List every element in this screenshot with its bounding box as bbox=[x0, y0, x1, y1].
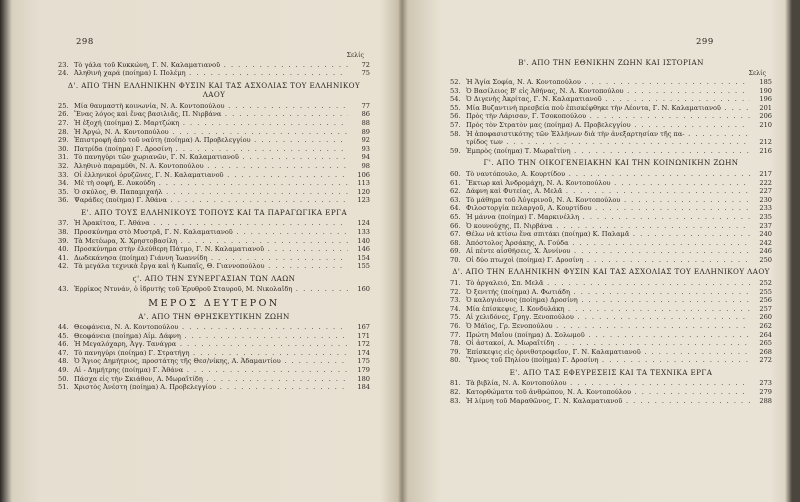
section-heading: Δ'. ΑΠΟ ΤΗΝ ΕΛΛΗΝΙΚΗΝ ΦΥΣΙΝ ΚΑΙ ΤΑΣ ΑΣΧΟΛΙΑΣ ΤΟΥ ΕΛΛΗΝΙΚΟΥ ΛΑΟΥ bbox=[452, 267, 770, 277]
toc-entry bbox=[58, 69, 370, 78]
toc-entry bbox=[58, 153, 370, 162]
entry-number: 70. bbox=[450, 255, 461, 264]
entry-number: 71. bbox=[450, 278, 461, 287]
entry-page: 217 bbox=[759, 169, 772, 178]
entry-number: 45. bbox=[58, 331, 69, 340]
entry-number: 61. bbox=[450, 178, 461, 187]
entry-number: 25. bbox=[58, 101, 69, 110]
entry-title: Ἡ μάννα (ποίημα) Γ. Μαρκινέλλη . . . bbox=[466, 213, 750, 222]
entry-title: Οἱ ἀστακοί, Α. Μωραΐτίδη . . . bbox=[466, 339, 750, 348]
entry-title: Ἡ Ἀρακίτσα, Γ. Ἀθάνα . . . bbox=[74, 219, 348, 228]
toc-entry bbox=[450, 179, 772, 188]
entry-page: 86 bbox=[361, 110, 370, 119]
entry-page: 268 bbox=[759, 347, 772, 356]
toc-entry bbox=[450, 104, 772, 113]
toc-entry bbox=[450, 204, 772, 213]
toc-entry bbox=[450, 247, 772, 256]
toc-content bbox=[450, 55, 772, 405]
entry-page: 98 bbox=[361, 161, 370, 170]
entry-number: 58. bbox=[450, 129, 461, 138]
entry-number: 80. bbox=[450, 356, 461, 365]
toc-entry bbox=[58, 188, 370, 197]
entry-number: 62. bbox=[450, 187, 461, 196]
entry-number: 76. bbox=[450, 321, 461, 330]
left-page bbox=[28, 0, 370, 502]
toc-entry bbox=[450, 256, 772, 265]
entry-page: 196 bbox=[759, 95, 772, 104]
entry-title: Πρὸς τὴν Λάρισαν, Γ. Τσοκοπούλου . . . bbox=[466, 112, 750, 121]
entry-title: Πατρίδα (ποίημα) Γ. Δροσίνη . . . bbox=[74, 145, 348, 154]
section-heading: ϛ'. ΑΠΟ ΤΗΝ ΣΥΝΕΡΓΑΣΙΑΝ ΤΩΝ ΛΑΩΝ bbox=[132, 273, 296, 283]
entry-number: 31. bbox=[58, 153, 69, 162]
toc-entry bbox=[450, 87, 772, 96]
entry-page: 260 bbox=[759, 313, 772, 322]
entry-page: 94 bbox=[361, 153, 370, 162]
toc-entry bbox=[58, 179, 370, 188]
entry-number: 83. bbox=[450, 396, 461, 405]
entry-number: 33. bbox=[58, 170, 69, 179]
entry-title: Ψαράδες (ποίημα) Γ. Ἀθάνα . . . bbox=[74, 196, 348, 205]
entry-number: 49. bbox=[58, 366, 69, 375]
entry-number: 41. bbox=[58, 253, 69, 262]
entry-title: Ὁ καλογιάννος (ποίημα) Δροσίνη . . . bbox=[466, 296, 750, 305]
entry-page: 257 bbox=[759, 304, 772, 313]
toc-entry bbox=[58, 145, 370, 154]
entry-title: Ὕμνος τοῦ Πηλίου (ποίημα) Γ. Δροσίνη . . . bbox=[466, 356, 750, 365]
entry-number: 79. bbox=[450, 347, 461, 356]
entry-title: Θεοφάνεια, Ν. Α. Κοντοπούλου . . . bbox=[74, 323, 348, 332]
entry-number: 39. bbox=[58, 236, 69, 245]
entry-number: 44. bbox=[58, 323, 69, 332]
page-number: 299 bbox=[696, 37, 714, 47]
toc-content bbox=[58, 52, 370, 392]
entry-page: 133 bbox=[357, 228, 370, 236]
toc-entry bbox=[58, 340, 370, 349]
entry-page: 154 bbox=[357, 253, 370, 262]
entry-number: 81. bbox=[450, 379, 461, 388]
entry-page: 216 bbox=[759, 146, 772, 155]
entry-page: 242 bbox=[759, 238, 772, 247]
entry-page: 273 bbox=[759, 379, 772, 388]
entry-title: Τὰ βιβλία, Ν. Α. Κοντοπούλου . . . bbox=[466, 379, 750, 388]
entry-number: 56. bbox=[450, 112, 461, 121]
toc-entry bbox=[58, 61, 370, 70]
toc-entry bbox=[450, 112, 772, 121]
entry-title: Δάφνη καὶ Φυτείας, Α. Μελᾶ . . . bbox=[466, 187, 750, 196]
entry-number: 26. bbox=[58, 110, 69, 119]
page-number: 298 bbox=[76, 37, 94, 47]
toc-entry bbox=[58, 357, 370, 366]
section-heading: Β'. ΑΠΟ ΤΗΝ ΕΘΝΙΚΗΝ ΖΩΗΝ ΚΑΙ ΙΣΤΟΡΙΑΝ bbox=[518, 58, 704, 67]
entry-title: τρίδος των . . . bbox=[466, 138, 750, 147]
toc-entry bbox=[450, 322, 772, 331]
entry-number: 29. bbox=[58, 136, 69, 145]
entry-title: Θεοφάνεια (ποίημα) Αἰμ. Δάφνη . . . bbox=[74, 332, 348, 341]
entry-number: 35. bbox=[58, 187, 69, 196]
entry-title: Πρώτη Μαΐου (ποίημα) Δ. Σολωμοῦ . . . bbox=[466, 331, 750, 340]
entry-page: 262 bbox=[759, 321, 772, 330]
entry-number: 28. bbox=[58, 127, 69, 136]
entry-title: Ἐρρίκος Ντυνάν, ὁ ἱδρυτὴς τοῦ Ἐρυθροῦ Σταυροῦ, Μ. Νικολαΐδη . . . bbox=[74, 285, 348, 294]
entry-page: 140 bbox=[357, 236, 370, 245]
entry-page: 264 bbox=[759, 330, 772, 339]
entry-number: 66. bbox=[450, 221, 461, 230]
entry-page: 190 bbox=[759, 86, 772, 95]
toc-entry bbox=[58, 136, 370, 145]
entry-page: 72 bbox=[361, 60, 370, 69]
toc-entry bbox=[450, 279, 772, 288]
entry-number: 54. bbox=[450, 95, 461, 104]
entry-title: Ὁ Μάϊος, Γρ. Ξενοπούλου . . . bbox=[466, 322, 750, 331]
entry-title: Πρὸς τὸν Στρατὸν μας (ποίημα) Α. Προβελεγγίου . . . bbox=[466, 121, 750, 130]
toc-entry bbox=[58, 254, 370, 263]
toc-entry bbox=[450, 130, 772, 139]
entry-title: Τὸ ναυτόπουλο, Α. Κουρτίδου . . . bbox=[466, 170, 750, 179]
toc-entry bbox=[58, 162, 370, 171]
toc-entry bbox=[58, 349, 370, 358]
entry-title: Ὁ ξενιτής (ποίημα) Α. Φωτιάδη . . . bbox=[466, 288, 750, 297]
entry-page: 230 bbox=[759, 195, 772, 204]
section-heading: Γ'. ΑΠΟ ΤΗΝ ΟΙΚΟΓΕΝΕΙΑΚΗΝ ΚΑΙ ΤΗΝ ΚΟΙΝΩΝΙΚΗΝ ΖΩΗΝ bbox=[483, 158, 739, 168]
toc-entry bbox=[58, 110, 370, 119]
toc-entry bbox=[450, 397, 772, 406]
entry-page: 201 bbox=[759, 103, 772, 112]
entry-title: Ὁ κουνούχης, Π. Νιρβάνα . . . bbox=[466, 222, 750, 231]
entry-title: Ἡ Μεγαλόχαρη, Ἀγγ. Τανάγρα . . . bbox=[74, 340, 348, 349]
entry-page: 75 bbox=[361, 69, 370, 78]
entry-title: Προσκύνημα στὴν ἐλεύθερη Πάτμο, Γ. Ν. Καλαματιανοῦ . . . bbox=[74, 245, 348, 254]
entry-page: 155 bbox=[357, 262, 370, 271]
toc-entry bbox=[450, 95, 772, 104]
entry-page: 77 bbox=[361, 101, 370, 110]
toc-entry bbox=[450, 313, 772, 322]
entry-number: 64. bbox=[450, 204, 461, 213]
toc-entry bbox=[58, 119, 370, 128]
toc-entry bbox=[450, 187, 772, 196]
entry-number: 30. bbox=[58, 144, 69, 153]
toc-entry bbox=[58, 383, 370, 392]
entry-number: 69. bbox=[450, 247, 461, 256]
toc-entry bbox=[450, 348, 772, 357]
entry-page: 184 bbox=[357, 383, 370, 392]
toc-entry bbox=[58, 219, 370, 228]
entry-page: 256 bbox=[759, 296, 772, 305]
entry-page: 172 bbox=[357, 340, 370, 349]
entry-number: 51. bbox=[58, 383, 69, 392]
entry-title: Ἀληθινὸ παραμύθι, Ν. Α. Κοντοπούλου . . . bbox=[74, 162, 348, 171]
entry-page: 93 bbox=[361, 144, 370, 153]
entry-title: Μία θαυμαστὴ κοινωνία, Ν. Α. Κοντοπούλου . . . bbox=[74, 102, 348, 111]
entry-page: 124 bbox=[357, 219, 370, 228]
entry-page: 252 bbox=[759, 278, 772, 287]
toc-entry bbox=[450, 147, 772, 156]
entry-page: 160 bbox=[357, 285, 370, 294]
toc-entry bbox=[58, 375, 370, 384]
entry-page: 167 bbox=[357, 323, 370, 332]
toc-entry bbox=[450, 213, 772, 222]
entry-title: Τὰ Μετέωρα, Χ. Χρηστοβασίλη . . . bbox=[74, 237, 348, 246]
entry-title: Αἱ - Δημήτρης (ποίημα) Γ. Ἀθάνα . . . bbox=[74, 366, 348, 375]
toc-entry bbox=[450, 121, 772, 130]
entry-number: 23. bbox=[58, 60, 69, 69]
entry-title: Αἱ χελιδόνες, Γρηγ. Ξενοπούλου . . . bbox=[466, 313, 750, 322]
entry-number: 38. bbox=[58, 228, 69, 236]
entry-page: 235 bbox=[759, 212, 772, 221]
toc-entry bbox=[58, 128, 370, 137]
entry-number: 57. bbox=[450, 121, 461, 130]
entry-title: Μία ἐπίσκεψις, Ι. Κονδυλάκη . . . bbox=[466, 305, 750, 314]
entry-page: 171 bbox=[357, 331, 370, 340]
entry-title: Ἐπιστροφὴ ἀπὸ τοῦ ναύτη (ποίημα) Α. Προβελεγγίου . . . bbox=[74, 136, 348, 145]
toc-entry bbox=[58, 245, 370, 254]
entry-page: 180 bbox=[357, 374, 370, 383]
entry-number bbox=[450, 138, 466, 147]
entry-number: 24. bbox=[58, 69, 69, 78]
entry-title: Θέλω νὰ κτίσω ἕνα σπιτάκι (ποίημα) Κ. Παλαμᾶ . . . bbox=[466, 230, 750, 239]
entry-number: 40. bbox=[58, 245, 69, 254]
toc-entry bbox=[450, 339, 772, 348]
entry-title: Οἱ δύο πτωχοὶ (ποίημα) Γ. Δροσίνη . . . bbox=[466, 256, 750, 265]
column-label: Σελίς bbox=[346, 52, 364, 59]
entry-title: Ἡ Ἀργώ, Ν. Α. Κοντοπούλου . . . bbox=[74, 128, 348, 137]
right-page bbox=[438, 0, 772, 502]
entry-title: Ἐμπρὸς (ποίημα) Τ. Μωραΐτίνη . . . bbox=[466, 147, 750, 156]
entry-page: 106 bbox=[357, 170, 370, 179]
entry-title: Τὸ μάθημα τοῦ Ἀὐγερινοῦ, Ν. Α. Κοντοπούλου . . . bbox=[466, 196, 750, 205]
entry-page: 113 bbox=[357, 179, 370, 188]
section-heading: Δ'. ΑΠΟ ΤΗΝ ΕΛΛΗΝΙΚΗΝ ΦΥΣΙΝ ΚΑΙ ΤΑΣ ΑΣΧΟΛΙΑΣ ΤΟΥ ΕΛΛΗΝΙΚΟΥ ΛΑΟΥ bbox=[67, 80, 361, 100]
entry-number: 32. bbox=[58, 161, 69, 170]
entry-title: Ἀπόστολος Ἀρσάκης, Α. Γούδα . . . bbox=[466, 239, 750, 248]
entry-page: 240 bbox=[759, 230, 772, 239]
entry-title: Προσκύνημα στὸ Μυστρᾶ, Γ. Ν. Καλαματιανοῦ . . . bbox=[74, 228, 348, 237]
entry-number: 74. bbox=[450, 304, 461, 313]
entry-title: Φιλοστοργία πελαργοῦ, Α. Κουρτίδου . . . bbox=[466, 204, 750, 213]
entry-title: Μὲ τὴ σοφή, Ε. Λυκούδη . . . bbox=[74, 179, 348, 188]
toc-entry bbox=[450, 305, 772, 314]
entry-page: 222 bbox=[759, 178, 772, 187]
entry-title: Ὁ Ἅγιος Δημήτριος, προστάτης τῆς Θεσ/νίκης, Α. Ἀδαμαντίου . . . bbox=[74, 357, 348, 366]
toc-entry bbox=[450, 296, 772, 305]
entry-page: 210 bbox=[759, 121, 772, 130]
entry-title: Ἡ λίμνη τοῦ Μαραθῶνος, Γ. Ν. Καλαματιανοῦ . . . bbox=[466, 397, 750, 406]
entry-title: Τὰ μεγάλα τεχνικὰ ἔργα καὶ ἡ Κωπαΐς, Θ. Γιαννοπούλου . . . bbox=[74, 262, 348, 271]
toc-entry bbox=[450, 288, 772, 297]
section-heading: ΜΕΡΟΣ ΔΕΥΤΕΡΟΝ bbox=[148, 298, 280, 310]
entry-title: Ὁ σκύλος, Θ. Παπαμιχαήλ . . . bbox=[74, 188, 348, 197]
entry-title: Ἡ ἀποφασιστικότης τῶν Ἑλλήνων διὰ τὴν ἀνεξαρτησίαν τῆς πα- . . . bbox=[466, 130, 750, 139]
entry-page: 120 bbox=[357, 187, 370, 196]
entry-number: 60. bbox=[450, 169, 461, 178]
entry-number: 75. bbox=[450, 313, 461, 322]
entry-page: 89 bbox=[361, 127, 370, 136]
entry-number: 82. bbox=[450, 388, 461, 396]
entry-title: Τὸ πανηγύρι (ποίημα) Γ. Στρατήγη . . . bbox=[74, 349, 348, 358]
entry-number: 47. bbox=[58, 348, 69, 357]
entry-title: Κατορθώματα τοῦ ἀνθρώπου, Ν. Α. Κοντοπούλου . . . bbox=[466, 388, 750, 397]
toc-entry bbox=[450, 331, 772, 340]
entry-page bbox=[750, 130, 772, 139]
toc-entry bbox=[58, 366, 370, 375]
toc-entry bbox=[58, 332, 370, 341]
toc-entry bbox=[58, 237, 370, 246]
entry-number: 34. bbox=[58, 179, 69, 188]
entry-number: 78. bbox=[450, 339, 461, 348]
entry-number: 27. bbox=[58, 118, 69, 127]
entry-title: Ἀληθινὴ χαρά (ποίημα) Ι. Πολέμη . . . bbox=[74, 69, 348, 78]
entry-page: 255 bbox=[759, 287, 772, 296]
entry-title: Τὸ ἀργαλειό, Σπ. Μελᾶ . . . bbox=[466, 279, 750, 288]
entry-title: Ἡ ἐξοχή (ποίημα) Σ. Μαρτζώκη . . . bbox=[74, 119, 348, 128]
toc-entry bbox=[58, 171, 370, 180]
entry-number: 63. bbox=[450, 195, 461, 204]
toc-entry bbox=[450, 356, 772, 365]
entry-title: Ὁ Βασίλειος Β' εἰς Ἀθήνας, Ν. Α. Κοντοπούλου . . . bbox=[466, 87, 750, 96]
toc-entry bbox=[450, 222, 772, 231]
toc-entry-continuation bbox=[450, 138, 772, 147]
entry-number: 52. bbox=[450, 78, 461, 87]
entry-number: 67. bbox=[450, 230, 461, 239]
entry-number: 68. bbox=[450, 238, 461, 247]
entry-title: Αἱ πέντε αἰσθήσεις, Χ. Ἀννίνου . . . bbox=[466, 247, 750, 256]
toc-entry bbox=[450, 170, 772, 179]
entry-title: Οἱ ἑλληνικοὶ ὀρυζῶνες, Γ. Ν. Καλαματιανοῦ . . . bbox=[74, 171, 348, 180]
entry-page: 212 bbox=[759, 138, 772, 147]
entry-page: 265 bbox=[759, 339, 772, 348]
entry-page: 227 bbox=[759, 187, 772, 196]
entry-title: Πάσχα εἰς τὴν Σκιάθον, Α. Μωραΐτίδη . . . bbox=[74, 375, 348, 384]
toc-entry bbox=[450, 379, 772, 388]
entry-page: 237 bbox=[759, 221, 772, 230]
entry-title: Ἕκτωρ καὶ Ἀνδρομάχη, Ν. Α. Κοντοπούλου . . . bbox=[466, 179, 750, 188]
toc-entry bbox=[450, 196, 772, 205]
entry-page: 123 bbox=[357, 196, 370, 205]
entry-number: 46. bbox=[58, 340, 69, 349]
entry-number: 65. bbox=[450, 212, 461, 221]
entry-page: 179 bbox=[357, 366, 370, 375]
entry-number: 37. bbox=[58, 219, 69, 228]
entry-page: 175 bbox=[357, 357, 370, 366]
entry-page: 206 bbox=[759, 112, 772, 121]
toc-entry bbox=[450, 388, 772, 397]
entry-title: Δωδεκάνησα (ποίημα) Γιάννη Ἰωαννίδη . . . bbox=[74, 254, 348, 263]
entry-page: 174 bbox=[357, 348, 370, 357]
entry-number: 59. bbox=[450, 146, 461, 155]
toc-entry bbox=[58, 285, 370, 294]
entry-number: 73. bbox=[450, 296, 461, 305]
entry-number: 43. bbox=[58, 285, 69, 294]
entry-page: 185 bbox=[759, 78, 772, 87]
entry-title: Ἐπίσκεψις εἰς ὀρνιθοτροφεῖον, Γ. Ν. Καλαματιανοῦ . . . bbox=[466, 348, 750, 357]
entry-number: 48. bbox=[58, 357, 69, 366]
entry-page: 233 bbox=[759, 204, 772, 213]
toc-entry bbox=[58, 102, 370, 111]
section-heading: Ε'. ΑΠΟ ΤΑΣ ΕΦΕΥΡΕΣΕΙΣ ΚΑΙ ΤΑ ΤΕΧΝΙΚΑ ΕΡΓΑ bbox=[509, 367, 713, 377]
entry-title: Τὸ πανηγύρι τῶν χωριανῶν, Γ. Ν. Καλαματιανοῦ . . . bbox=[74, 153, 348, 162]
entry-number: 36. bbox=[58, 196, 69, 205]
toc-entry bbox=[450, 239, 772, 248]
entry-title: Χριστὸς Ἀνέστη (ποίημα) Α. Προβελεγγίου . . . bbox=[74, 383, 348, 392]
entry-page: 88 bbox=[361, 118, 370, 127]
entry-page: 250 bbox=[759, 255, 772, 264]
entry-title: Ὁ Διγενὴς Ἀκρίτας, Γ. Ν. Καλαματιανοῦ . . . bbox=[466, 95, 750, 104]
toc-entry bbox=[450, 78, 772, 87]
entry-title: Μία Βυζαντινὴ πρεσβεία ποὺ ἐπισκέφθηκε τὴν Λέοντα, Γ. Ν. Καλαματιανοῦ . . . bbox=[466, 104, 750, 113]
toc-entry bbox=[58, 262, 370, 271]
entry-number: 55. bbox=[450, 103, 461, 112]
toc-entry bbox=[58, 196, 370, 205]
entry-number: 53. bbox=[450, 86, 461, 95]
section-heading: Ε'. ΑΠΟ ΤΟΥΣ ΕΛΛΗΝΙΚΟΥΣ ΤΟΠΟΥΣ ΚΑΙ ΤΑ ΠΑΡΑΓΩΓΙΚΑ ΕΡΓΑ bbox=[80, 207, 348, 217]
toc-entry bbox=[450, 230, 772, 239]
entry-number: 42. bbox=[58, 262, 69, 271]
entry-title: Ἕνας λόγος καὶ ἕνας βασιλιᾶς, Π. Νιρβάνα . . . bbox=[74, 110, 348, 119]
entry-title: Τὸ γάλα τοῦ Κυκκώνη, Γ. Ν. Καλαματιανοῦ . . . bbox=[74, 61, 348, 70]
entry-page: 246 bbox=[759, 247, 772, 256]
column-label: Σελίς bbox=[748, 69, 766, 77]
entry-number: 72. bbox=[450, 287, 461, 296]
toc-entry bbox=[58, 228, 370, 237]
entry-number: 50. bbox=[58, 374, 69, 383]
section-heading: Α'. ΑΠΟ ΤΗΝ ΘΡΗΣΚΕΥΤΙΚΗΝ ΖΩΗΝ bbox=[138, 311, 290, 321]
entry-title: Ἡ Ἁγία Σοφία, Ν. Α. Κοντοπούλου . . . bbox=[466, 78, 750, 87]
entry-page: 146 bbox=[357, 245, 370, 254]
entry-page: 272 bbox=[759, 356, 772, 365]
entry-page: 92 bbox=[361, 136, 370, 145]
entry-page: 279 bbox=[759, 388, 772, 396]
entry-number: 77. bbox=[450, 330, 461, 339]
toc-entry bbox=[58, 323, 370, 332]
entry-page: 288 bbox=[759, 396, 772, 405]
